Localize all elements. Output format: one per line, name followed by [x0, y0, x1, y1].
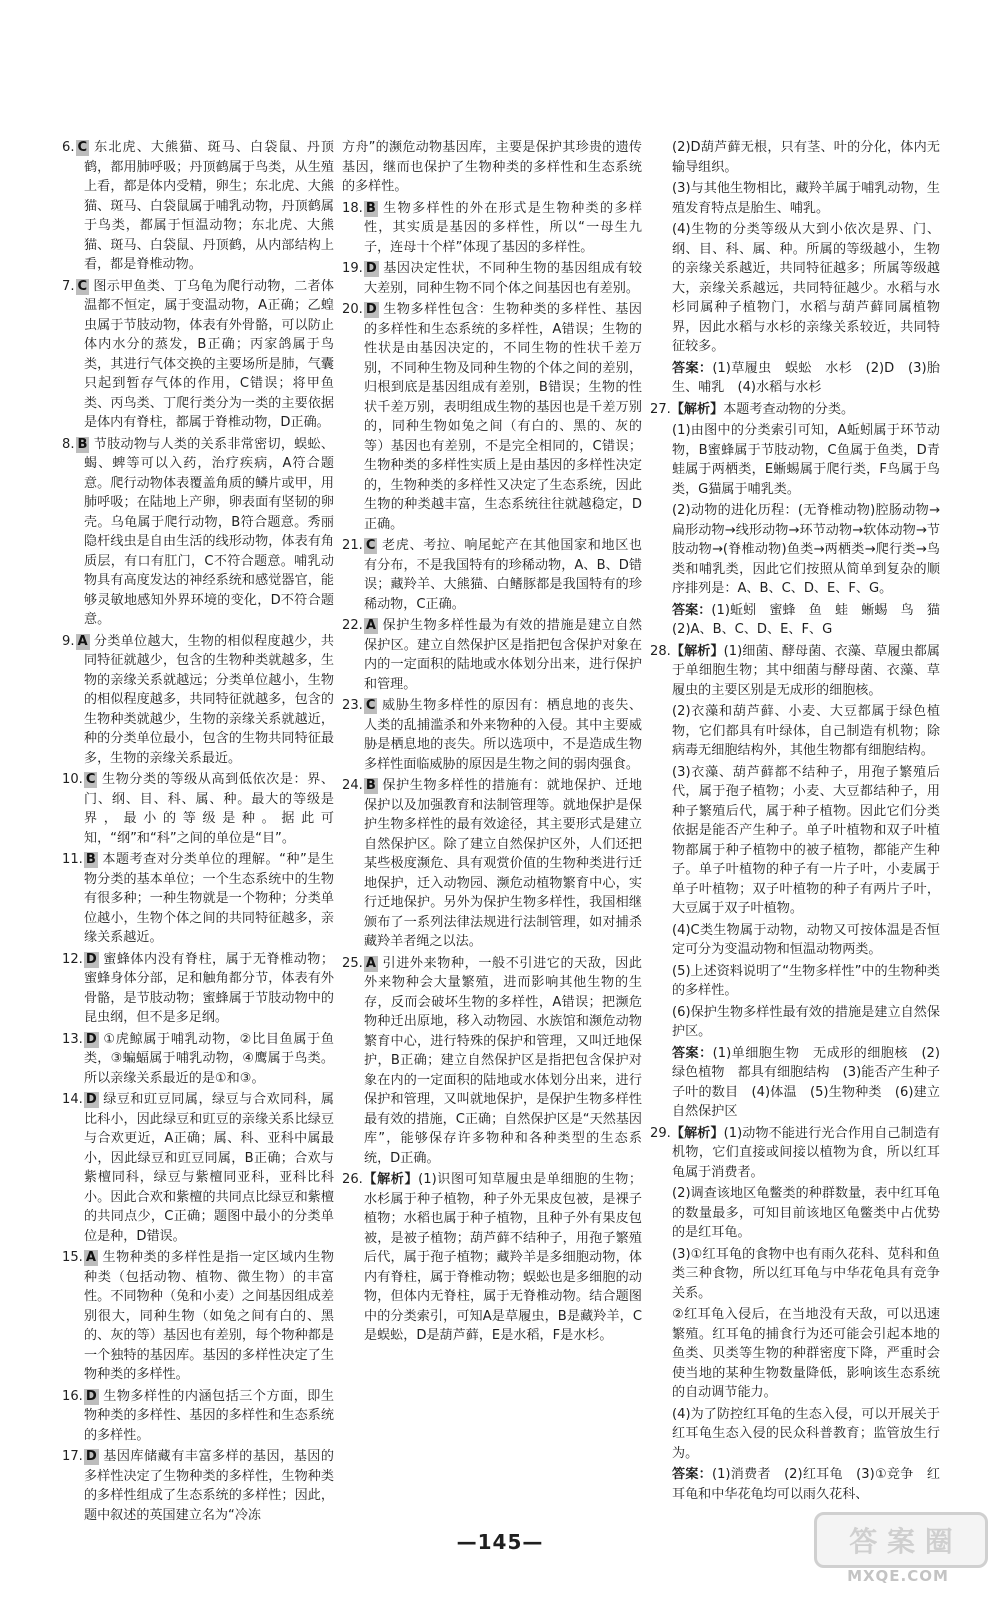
answer-key-badge: C	[365, 538, 376, 553]
answer-line	[672, 1044, 954, 1122]
answer-text: (1)蚯蚓 蜜蜂 鱼 蛙 蜥蜴 鸟 猫 (2)A、B、C、D、E、F、G	[672, 602, 954, 637]
question-number: 28.	[650, 643, 671, 659]
question-item	[650, 642, 940, 701]
explanation-paragraph: (2)动物的进化历程：(无脊椎动物)腔肠动物→扁形动物→线形动物→环节动物→软体动物→节肢动物→(脊椎动物)鱼类→两栖类→爬行类→鸟类和哺乳类，因此它们按照从简单到复杂的顺序排列是：A、B、C、D、E、F、G。	[672, 503, 940, 596]
question-item	[342, 1170, 642, 1346]
question-item	[62, 1447, 334, 1525]
explanation-text: 节肢动物与人类的关系非常密切，蜈蚣、蝎、蜱等可以入药，治疗疾病，A符合题意。爬行动物体表覆盖角质的鳞片或甲，用肺呼吸；在陆地上产卵，卵表面有坚韧的卵壳。乌龟属于爬行动物，B符合题意。秀丽隐杆线虫是自由生活的线形动物，体表有角质层，有口有肛门，C不符合题意。哺乳动物具有高度发达的神经系统和感觉器官，能够灵敏地感知外界环境的变化，D不符合题意。	[84, 436, 334, 627]
svg-text:答 案 圈: 答 案 圈	[849, 1525, 953, 1558]
question-number: 12.	[62, 951, 83, 967]
question-item	[342, 616, 642, 694]
analysis-tag: 【解析】	[670, 1125, 724, 1141]
question-number: 9.	[62, 633, 75, 649]
explanation-paragraph: (5)上述资料说明了“生物多样性”中的生物种类的多样性。	[672, 963, 940, 998]
question-item	[62, 1090, 334, 1246]
answer-key-badge: D	[365, 302, 377, 317]
explanation-text: 保护生物多样性最为有效的措施是建立自然保护区。建立自然保护区是指把包含保护对象在内的一定面积的陆地或水体划分出来，进行保护和管理。	[364, 618, 642, 692]
watermark-url: MXQE.COM	[847, 1567, 949, 1585]
analysis-tag: 【解析】	[362, 1172, 419, 1187]
answer-key-badge: B	[365, 200, 376, 216]
question-number: 23.	[342, 698, 363, 713]
question-item	[62, 138, 334, 275]
explanation-text: 威胁生物多样性的原因有：栖息地的丧失、人类的乱捕滥杀和外来物种的入侵。其中主要威胁是栖息地的丧失。所以选项中，不是造成生物多样性面临威胁的原因是生物之间的弱肉强食。	[364, 698, 642, 772]
explanation-text: ①虎鲸属于哺乳动物，②比目鱼属于鱼类，③蝙蝠属于哺乳动物，④鹰属于鸟类。所以亲缘关系最近的是①和③。	[84, 1031, 334, 1086]
answer-key-badge: D	[85, 1031, 97, 1047]
site-watermark	[808, 1512, 988, 1592]
page-number: —145—	[456, 1530, 544, 1554]
answer-label: 答案：	[672, 360, 713, 376]
question-number: 11.	[62, 852, 83, 867]
explanation-text: 保护生物多样性的措施有：就地保护、迁地保护以及加强教育和法制管理等。就地保护是保护生物多样性的最有效途径，其主要形式是建立自然保护区。除了建立自然保护区外，人们还把某些极度濒危、具有观赏价值的生物种类进行迁地保护，迁入动物园、濒危动植物繁育中心，实行迁地保护。另外为保护生物多样性，我国相继颁布了一系列法律法规进行法制管理，如对捕杀藏羚羊者绳之以法。	[364, 778, 642, 949]
explanation-text: 生物种类的多样性是指一定区域内生物种类（包括动物、植物、微生物）的丰富性。不同物种（兔和小麦）之间基因组成差别很大，同种生物（如兔之间有白的、黑的、灰的等）基因也有差别，每个物种都是一个独特的基因库。基因的多样性决定了生物种类的多样性。	[84, 1250, 334, 1382]
explanation-paragraph: (1)由图中的分类索引可知，A蚯蚓属于环节动物，B蜜蜂属于节肢动物，C鱼属于鱼类，D青蛙属于两栖类，E蜥蜴属于爬行类，F鸟属于鸟类，G猫属于哺乳类。	[672, 423, 940, 497]
explanation-text: 基因决定性状，不同种生物的基因组成有较大差别，同种生物不同个体之间基因也有差别。	[364, 261, 642, 296]
answer-key-badge: C	[77, 140, 88, 155]
explanation-text: 蜜蜂体内没有脊柱，属于无脊椎动物；蜜蜂身体分部，足和触角都分节，体表有外骨骼，是节肢动物；蜜蜂属于节肢动物中的昆虫纲，但不是多足纲。	[84, 951, 334, 1025]
explanation-paragraph: (2)D葫芦藓无根，只有茎、叶的分化，体内无输导组织。	[672, 140, 940, 175]
answer-key-badge: C	[85, 772, 96, 787]
question-item	[342, 199, 642, 258]
answer-line	[672, 359, 940, 398]
explanation-text: 本题考查对分类单位的理解。“种”是生物分类的基本单位；一个生态系统中的生物有很多种；一种生物就是一个物种；分类单位越小，生物个体之间的共同特征越多，亲缘关系越近。	[84, 852, 334, 945]
explanation-text: 绿豆和豇豆同属，绿豆与合欢同科，属比科小，因此绿豆和豇豆的亲缘关系比绿豆与合欢更近，A正确；属、科、亚科中属最小，因此绿豆和豇豆同属，B正确；合欢与紫檀同科，绿豆与紫檀同亚科，亚科比科小。因此合欢和紫檀的共同点比绿豆和紫檀的共同点少，C正确；题图中最小的分类单位是种，D错误。	[84, 1092, 334, 1244]
answer-key-badge: C	[77, 278, 88, 294]
explanation-text: 东北虎、大熊猫、斑马、白袋鼠、丹顶鹤，都用肺呼吸；丹顶鹤属于鸟类，从生殖上看，都是体内受精，卵生；东北虎、大熊猫、斑马、白袋鼠属于哺乳动物，丹顶鹤属于鸟类，都属于恒温动物；东北虎、大熊猫、斑马、白袋鼠、丹顶鹤，从内部结构上看，都是脊椎动物。	[84, 140, 334, 272]
question-number: 24.	[342, 778, 363, 793]
explanation-text: (1)动物不能进行光合作用自己制造有机物，它们直接或间接以植物为食，所以红耳龟属于消费者。	[672, 1125, 941, 1180]
explanation-text: 本题考查动物的分类。	[723, 401, 855, 417]
answer-key-badge: A	[365, 955, 376, 971]
question-item	[62, 632, 334, 769]
answer-text: (1)单细胞生物 无成形的细胞核 (2)绿色植物 都具有细胞结构 (3)能否产生种子 子叶的数目 (4)体温 (5)生物种类 (6)建立自然保护区	[672, 1045, 954, 1119]
question-item	[342, 259, 642, 298]
column-right	[650, 138, 954, 1506]
question-item	[62, 435, 334, 630]
answer-key-badge: D	[85, 1449, 97, 1464]
explanation-paragraph: (4)为了防控红耳龟的生态入侵，可以开展关于红耳龟生态入侵的民众科普教育；监管放生行为。	[672, 1406, 940, 1461]
answer-key-badge: D	[85, 1092, 97, 1107]
explanation-text: 图示甲鱼类、丁乌龟为爬行动物，二者体温都不恒定，属于变温动物，A正确；乙蝗虫属于节肢动物，体表有外骨骼，可以防止体内水分的蒸发，B正确；丙家鸽属于鸟类，其进行气体交换的主要场所是肺，气囊只起到暂存气体的作用，C错误；将甲鱼类、丙鸟类、丁爬行类分为一类的主要依据是体内有脊柱，都属于脊椎动物，D正确。	[84, 278, 334, 430]
answer-key-badge: D	[365, 261, 377, 276]
question-item	[650, 1124, 940, 1183]
question-number: 21.	[342, 538, 363, 553]
answer-key-badge: A	[365, 618, 376, 633]
explanation-paragraph: (2)调查该地区龟鳖类的种群数量，表中红耳龟的数量最多，可知目前该地区龟鳖类中占优势的是红耳龟。	[672, 1186, 940, 1240]
explanation-text: 生物多样性的外在形式是生物种类的多样性，其实质是基因的多样性，所以“一母生九子，连母十个样”体现了基因的多样性。	[364, 200, 642, 255]
answer-text: (1)草履虫 蜈蚣 水杉 (2)D (3)胎生、哺乳 (4)水稻与水杉	[672, 360, 941, 395]
explanation-paragraph: (6)保护生物多样性最有效的措施是建立自然保护区。	[672, 1004, 940, 1039]
question-item	[650, 400, 940, 420]
question-number: 13.	[62, 1031, 83, 1047]
question-number: 20.	[342, 302, 363, 317]
explanation-paragraph: ②红耳龟入侵后，在当地没有天敌，可以迅速繁殖。红耳龟的捕食行为还可能会引起本地的鱼类、贝类等生物的种群密度下降，严重时会使当地的某种生物数量降低，影响该生态系统的自动调节能力。	[672, 1307, 940, 1400]
question-item	[62, 1030, 334, 1089]
explanation-paragraph: (2)衣藻和葫芦藓、小麦、大豆都属于绿色植物，它们都具有叶绿体，自己制造有机物；除病毒无细胞结构外，其他生物都有细胞结构。	[672, 704, 940, 758]
watermark-logo-image	[814, 1512, 988, 1568]
answer-label: 答案：	[672, 1045, 713, 1061]
answer-line	[672, 1465, 940, 1504]
question-item	[62, 770, 334, 848]
explanation-paragraph: (4)生物的分类等级从大到小依次是界、门、纲、目、科、属、种。所属的等级越小，生物的亲缘关系越近，共同特征越多；所属等级越大，亲缘关系越远，共同特征越少。水稻与水杉同属种子植物门，水稻与葫芦藓同属植物界，因此水稻与水杉的亲缘关系较近，共同特征较多。	[672, 222, 940, 354]
explanation-text: (1)识图可知草履虫是单细胞的生物；水杉属于种子植物，种子外无果皮包被，是裸子植物；水稻也属于种子植物，且种子外有果皮包被，是被子植物；葫芦藓不结种子，用孢子繁殖后代，属于孢子植物；藏羚羊是多细胞动物，体内有脊柱，属于脊椎动物；蜈蚣也是多细胞的动物，但体内无脊柱，属于无脊椎动物。结合题图中的分类索引，可知A是草履虫，B是藏羚羊，C是蜈蚣，D是葫芦藓，E是水稻，F是水杉。	[364, 1172, 643, 1343]
watermark-logo-icon	[817, 1515, 985, 1565]
analysis-tag: 【解析】	[670, 401, 724, 417]
explanation-text: 引进外来物种，一般不引进它的天敌，因此外来物种会大量繁殖，进而影响其他生物的生存，反而会破坏生物的多样性，A错误；把濒危物种迁出原地，移入动物园、水族馆和濒危动物繁育中心，进行特殊的保护和管理，又叫迁地保护，B正确；建立自然保护区是指把包含保护对象在内的一定面积的陆地或水体划分出来，进行保护和管理，又叫就地保护，是保护生物多样性最有效的措施，C正确；自然保护区是“天然基因库”，能够保存许多物种和各种类型的生态系统，D正确。	[364, 955, 642, 1166]
analysis-tag: 【解析】	[670, 643, 724, 659]
explanation-paragraph: (3)衣藻、葫芦藓都不结种子，用孢子繁殖后代，属于孢子植物；小麦、大豆都结种子，用种子繁殖后代，属于种子植物。因此它们分类依据是能否产生种子。单子叶植物和双子叶植物都属于种子植物中的被子植物，都能产生种子。单子叶植物的种子有一片子叶，小麦属于单子叶植物；双子叶植物的种子有两片子叶，大豆属于双子叶植物。	[672, 764, 940, 916]
question-item	[62, 1387, 334, 1446]
explanation-text: (1)细菌、酵母菌、衣藻、草履虫都属于单细胞生物；其中细菌与酵母菌、衣藻、草履虫的主要区别是无成形的细胞核。	[672, 643, 941, 698]
explanation-text: 分类单位越大，生物的相似程度越少，共同特征就越少，包含的生物种类就越多，生物的亲缘关系就越远；分类单位越小，生物的相似程度越多，共同特征就越多，包含的生物种类就越少，生物的亲缘关系就越近，种的分类单位最小，包含的生物共同特征最多，生物的亲缘关系最近。	[84, 633, 334, 766]
question-item	[62, 1248, 334, 1385]
question-item	[342, 696, 642, 774]
question-number: 18.	[342, 200, 363, 216]
question-item	[62, 850, 334, 948]
question-item	[62, 950, 334, 1028]
question-number: 29.	[650, 1125, 671, 1141]
answer-key-badge: B	[85, 852, 96, 867]
question-number: 7.	[62, 278, 75, 294]
answer-key-badge: B	[365, 778, 376, 793]
question-number: 22.	[342, 618, 363, 633]
question-number: 27.	[650, 401, 671, 417]
answer-key-badge: B	[77, 436, 88, 452]
answer-label: 答案：	[672, 1467, 712, 1482]
explanation-text: 生物多样性的内涵包括三个方面，即生物种类的多样性、基因的多样性和生态系统的多样性。	[84, 1388, 334, 1443]
explanation-paragraph: (3)与其他生物相比，藏羚羊属于哺乳动物，生殖发育特点是胎生、哺乳。	[672, 181, 940, 216]
column-middle	[342, 138, 642, 1348]
column-left	[62, 138, 334, 1527]
answer-key-badge: D	[85, 951, 97, 967]
question-item	[342, 300, 642, 534]
question-item	[342, 536, 642, 614]
question-number: 16.	[62, 1388, 83, 1404]
explanation-text: 老虎、考拉、响尾蛇产在其他国家和地区也有分布，不是我国特有的珍稀动物，A、B、D错误；藏羚羊、大熊猫、白鳍豚都是我国特有的珍稀动物，C正确。	[364, 538, 642, 612]
question-number: 26.	[342, 1172, 363, 1187]
continued-text: 方舟”的濒危动物基因库，主要是保护其珍贵的遗传基因，继而也保护了生物种类的多样性和生态系统的多样性。	[342, 140, 642, 194]
answer-key-badge: A	[77, 633, 88, 649]
explanation-paragraph: (3)①红耳龟的食物中也有雨久花科、苋科和鱼类三种食物，所以红耳龟与中华花龟具有竞争关系。	[672, 1246, 940, 1301]
answer-key-badge: C	[365, 698, 376, 713]
question-number: 17.	[62, 1449, 83, 1464]
answer-line	[672, 601, 954, 640]
question-number: 19.	[342, 261, 363, 276]
question-number: 10.	[62, 772, 83, 787]
explanation-text: 基因库储藏有丰富多样的基因，基因的多样性决定了生物种类的多样性，生物种类的多样性组成了生态系统的多样性；因此，题中叙述的英国建立名为“冷冻	[84, 1449, 334, 1523]
question-item	[342, 776, 642, 952]
question-number: 6.	[62, 140, 75, 155]
answer-key-badge: D	[85, 1388, 97, 1404]
question-number: 15.	[62, 1250, 83, 1265]
explanation-text: 生物分类的等级从高到低依次是：界、门、纲、目、科、属、种。最大的等级是界，最小的等级是种。据此可知，“纲”和“科”之间的单位是“目”。	[84, 772, 334, 846]
question-item	[62, 277, 334, 433]
answer-text: (1)消费者 (2)红耳龟 (3)①竞争 红耳龟和中华花龟均可以雨久花科、	[672, 1467, 940, 1502]
answer-key-badge: A	[85, 1250, 96, 1265]
explanation-paragraph: (4)C类生物属于动物，动物又可按体温是否恒定可分为变温动物和恒温动物两类。	[672, 922, 940, 957]
question-number: 14.	[62, 1092, 83, 1107]
question-number: 25.	[342, 955, 363, 971]
question-item	[342, 954, 642, 1169]
answer-label: 答案：	[672, 602, 712, 618]
question-number: 8.	[62, 436, 75, 452]
explanation-text: 生物多样性包含：生物种类的多样性、基因的多样性和生态系统的多样性，A错误；生物的性状是由基因决定的，不同生物的性状千差万别，不同种生物及同种生物的个体之间的差别，归根到底是基因组成有差别，B错误；生物的性状千差万别，表明组成生物的基因也是千差万别的，同种生物如兔之间（有白的、黑的、灰的等）基因也有差别，不是完全相同的，C错误；生物种类的多样性实质上是由基因的多样性决定的，生物种类的多样性又决定了生态系统，因此生物的种类越丰富，生态系统往往就越稳定，D正确。	[364, 302, 642, 532]
